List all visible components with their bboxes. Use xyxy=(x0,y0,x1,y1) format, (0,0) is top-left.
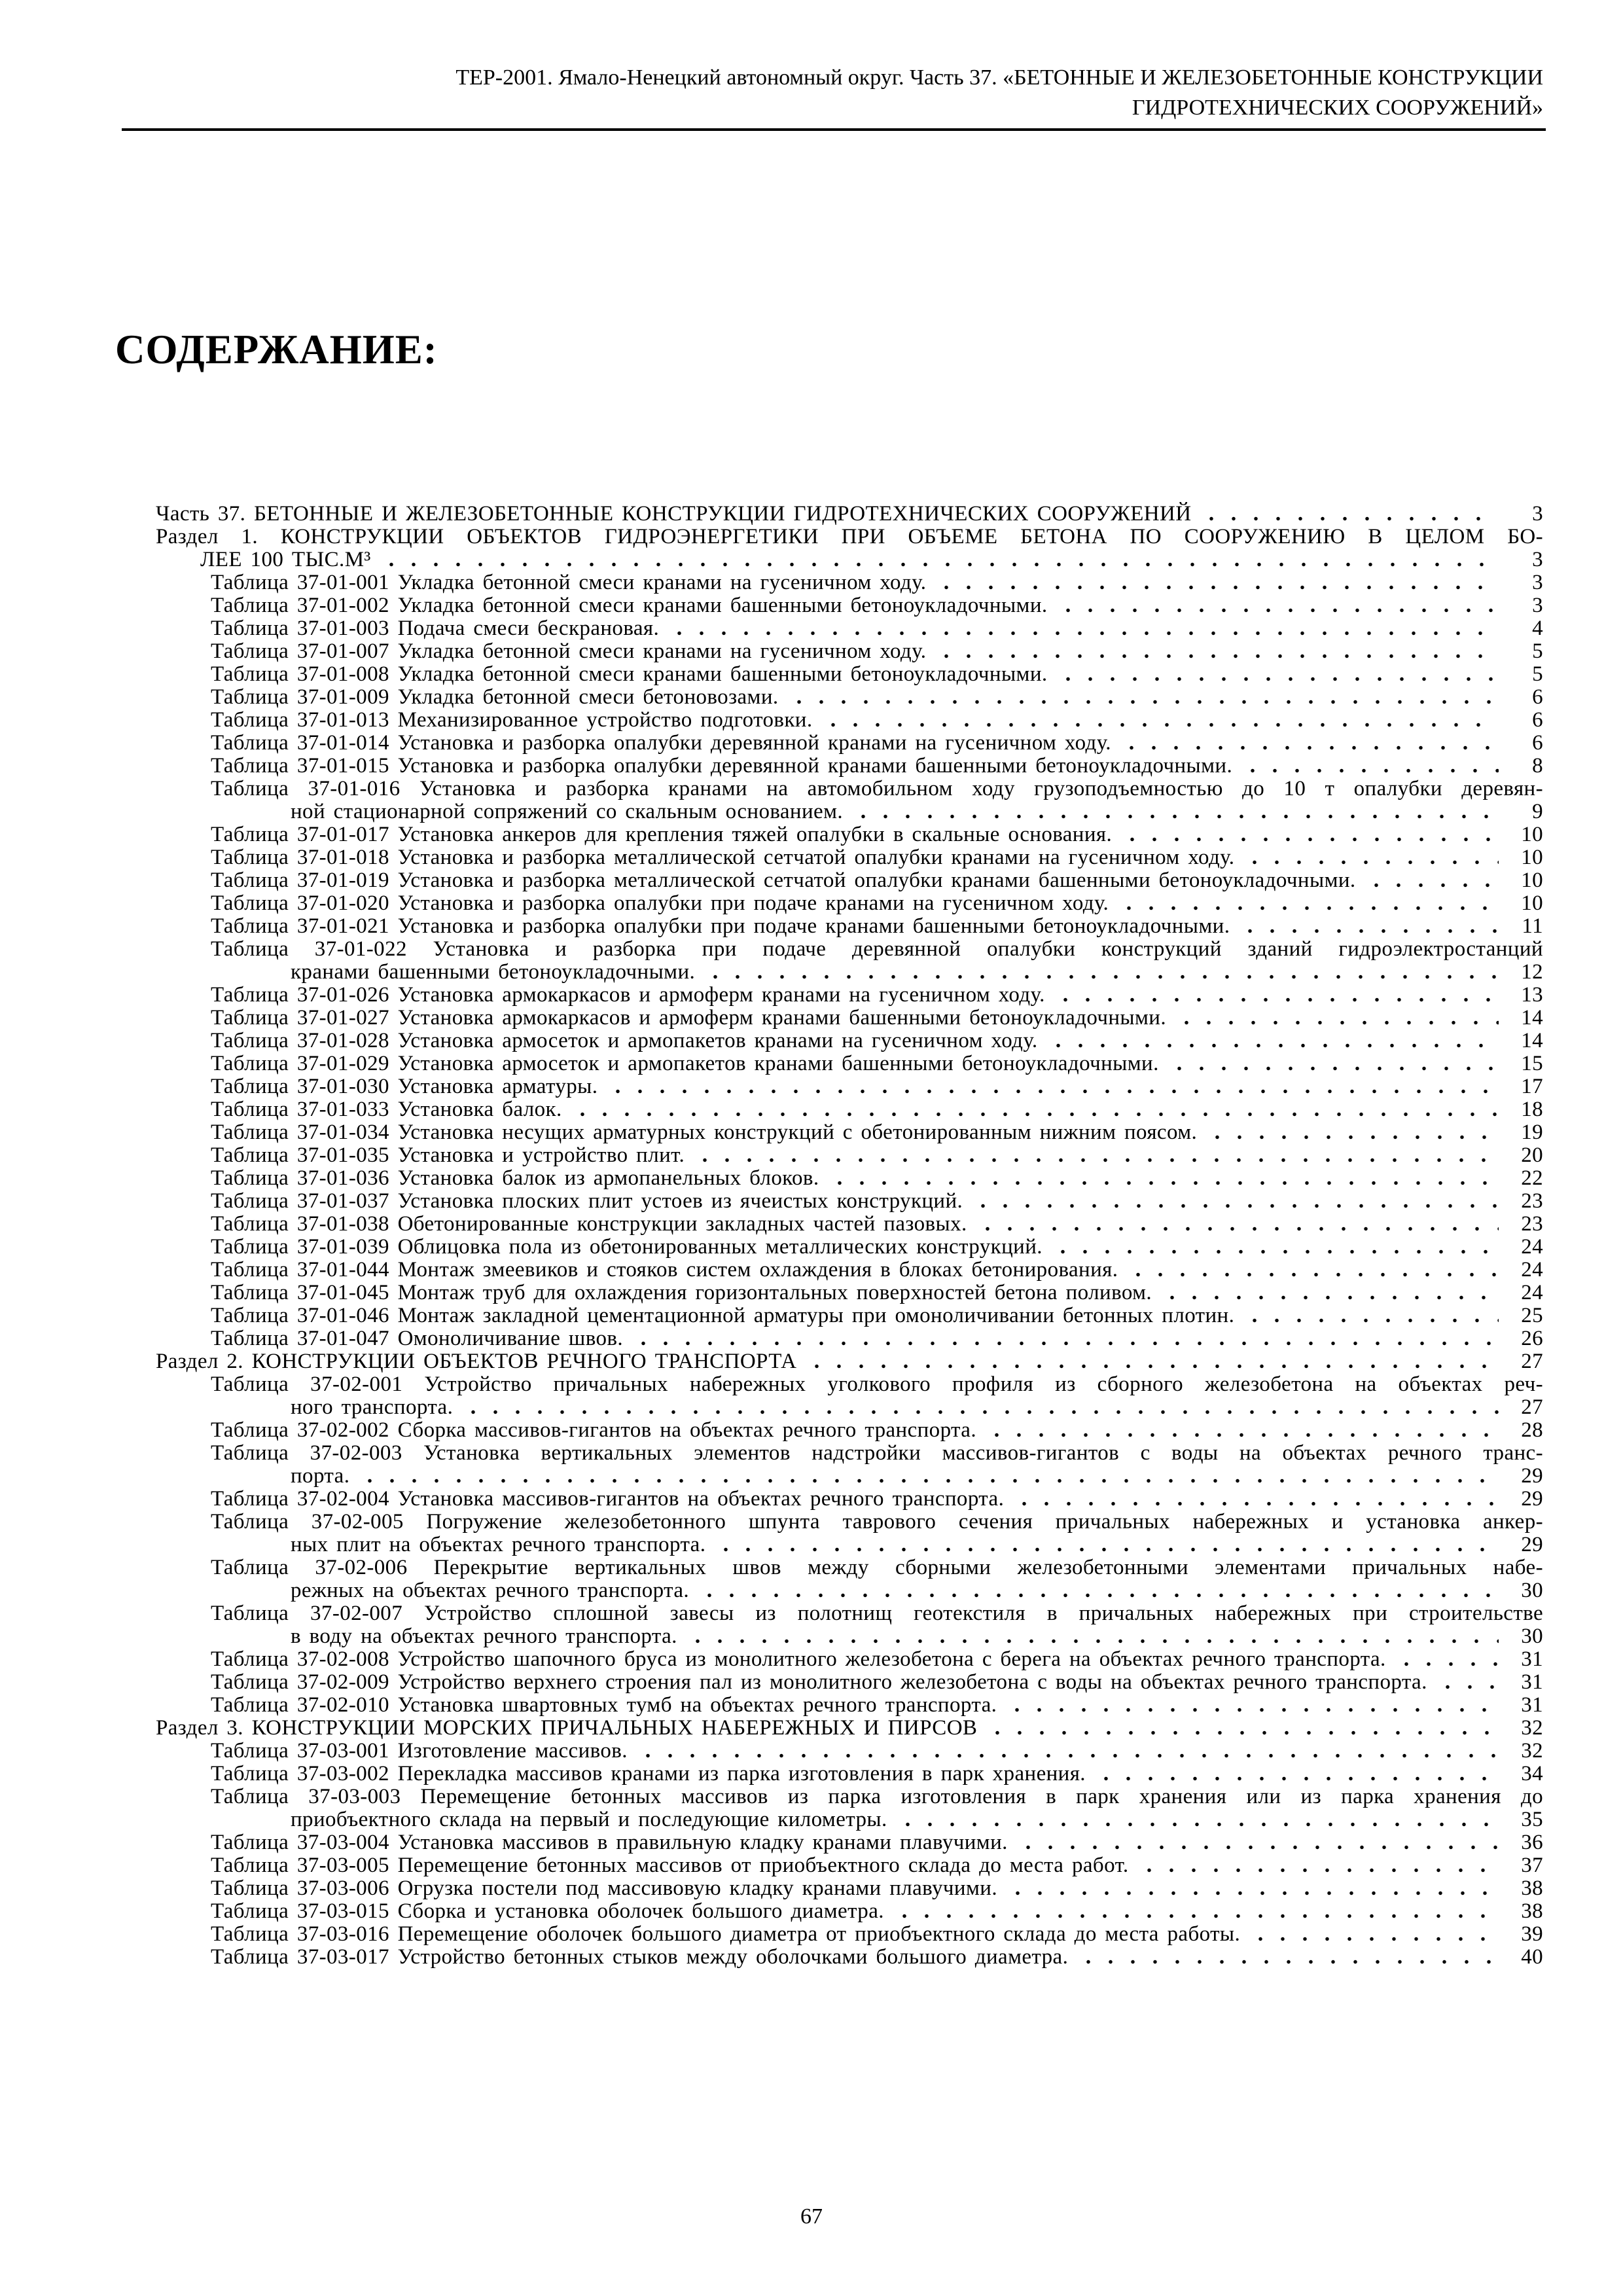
toc-entry-row xyxy=(211,594,1543,617)
toc-entry-text: Таблица 37-01-022 Установка и разборка при подаче деревянной опалубки конструкций зданий гидроэлектростанций xyxy=(211,937,1543,961)
toc-entry xyxy=(156,892,1543,915)
toc-page-number: 10 xyxy=(1521,823,1543,846)
toc-page-number: 11 xyxy=(1522,914,1543,938)
toc-page-number: 23 xyxy=(1521,1189,1543,1213)
toc-page-number: 29 xyxy=(1521,1487,1543,1511)
toc-entry-text: Таблица 37-02-002 Сборка массивов-гигантов на объектах речного транспорта. xyxy=(211,1418,976,1442)
toc-entry xyxy=(156,1946,1543,1969)
toc-entry-row xyxy=(211,1694,1543,1717)
toc-entry-row xyxy=(156,1717,1543,1740)
dot-leader xyxy=(1121,837,1499,842)
toc-entry-row xyxy=(211,1854,1543,1877)
toc-entry xyxy=(156,617,1543,640)
dot-leader xyxy=(1239,929,1499,933)
toc-entry-row xyxy=(211,1121,1543,1144)
toc-page-number: 31 xyxy=(1521,1670,1543,1694)
dot-leader xyxy=(1118,906,1499,910)
toc-entry xyxy=(156,1556,1543,1602)
dot-leader xyxy=(935,585,1499,590)
dot-leader xyxy=(1138,1868,1499,1873)
dot-leader xyxy=(694,1158,1499,1162)
toc-entry xyxy=(156,1488,1543,1511)
toc-entry xyxy=(156,640,1543,663)
toc-page-number: 14 xyxy=(1521,1029,1543,1052)
toc-entry-row xyxy=(211,1007,1543,1030)
dot-leader xyxy=(1054,997,1499,1002)
toc-entry-text: Раздел 2. КОНСТРУКЦИИ ОБЪЕКТОВ РЕЧНОГО ТРАНСПОРТА xyxy=(156,1350,797,1373)
toc-entry-row xyxy=(211,1259,1543,1282)
dot-leader xyxy=(698,1593,1499,1598)
toc-entry-text: Таблица 37-01-033 Установка балок. xyxy=(211,1098,562,1121)
toc-entry xyxy=(156,571,1543,594)
toc-entry-row xyxy=(211,732,1543,755)
toc-entry-row xyxy=(211,1167,1543,1190)
toc-entry xyxy=(156,663,1543,686)
toc-page-number: 40 xyxy=(1521,1945,1543,1969)
toc-entry xyxy=(156,1923,1543,1946)
toc-entry xyxy=(156,1648,1543,1671)
toc-page-number: 18 xyxy=(1521,1098,1543,1121)
toc-entry-row xyxy=(211,1282,1543,1304)
header-rule xyxy=(122,128,1546,131)
toc-entry-row xyxy=(156,503,1543,526)
toc-entry xyxy=(156,1763,1543,1785)
toc-page-number: 3 xyxy=(1532,502,1543,526)
toc-entry xyxy=(156,1052,1543,1075)
toc-entry xyxy=(156,1854,1543,1877)
toc-page-number: 3 xyxy=(1532,571,1543,594)
dot-leader xyxy=(1057,608,1499,613)
toc-entry xyxy=(156,1213,1543,1236)
dot-leader xyxy=(668,631,1499,636)
toc-entry xyxy=(156,1190,1543,1213)
toc-entry-row xyxy=(211,663,1543,686)
toc-page-number: 3 xyxy=(1532,594,1543,617)
toc-entry-text: Таблица 37-01-037 Установка плоских плит устоев из ячеистых конструкций. xyxy=(211,1189,963,1213)
toc-page-number: 6 xyxy=(1532,731,1543,755)
toc-page-number: 13 xyxy=(1521,983,1543,1007)
toc-entry xyxy=(156,1144,1543,1167)
toc-entry-row xyxy=(211,984,1543,1007)
toc-entry xyxy=(156,755,1543,778)
dot-leader xyxy=(986,1731,1499,1735)
toc-entry xyxy=(156,938,1543,984)
toc-entry-row xyxy=(211,1625,1543,1648)
toc-entry-text: Таблица 37-01-003 Подача смеси бескрановая. xyxy=(211,617,660,640)
toc-entry-text: Таблица 37-01-039 Облицовка пола из обетонированных металлических конструкций. xyxy=(211,1235,1043,1259)
toc-page-number: 5 xyxy=(1532,662,1543,686)
toc-entry-text: Таблица 37-01-009 Укладка бетонной смеси бетоновозами. xyxy=(211,685,779,709)
dot-leader xyxy=(1175,1020,1499,1025)
dot-leader xyxy=(1365,883,1499,888)
toc-page-number: 24 xyxy=(1521,1281,1543,1304)
toc-page-number: 35 xyxy=(1521,1808,1543,1831)
dot-leader xyxy=(1017,1845,1499,1850)
toc-entry xyxy=(156,594,1543,617)
toc-entry xyxy=(156,526,1543,571)
toc-page-number: 32 xyxy=(1521,1716,1543,1740)
toc-entry xyxy=(156,686,1543,709)
toc-entry-text: Часть 37. БЕТОННЫЕ И ЖЕЛЕЗОБЕТОННЫЕ КОНСТРУКЦИИ ГИДРОТЕХНИЧЕСКИХ СООРУЖЕНИЙ xyxy=(156,502,1192,526)
toc-entry-row xyxy=(211,1213,1543,1236)
toc-entry-text: Таблица 37-01-029 Установка армосеток и армопакетов кранами башенными бетоноукладочными. xyxy=(211,1052,1159,1075)
dot-leader xyxy=(1243,1318,1499,1323)
toc-entry-row xyxy=(211,1236,1543,1259)
dot-leader xyxy=(852,814,1499,819)
toc-page-number: 5 xyxy=(1532,639,1543,663)
toc-entry xyxy=(156,915,1543,938)
toc-entry-continuation: ной стационарной сопряжений со скальным основанием. xyxy=(291,800,844,823)
toc-entry xyxy=(156,1259,1543,1282)
toc-page-number: 15 xyxy=(1521,1052,1543,1075)
toc-entry-row xyxy=(211,755,1543,778)
toc-entry-row xyxy=(211,1144,1543,1167)
toc-entry xyxy=(156,1785,1543,1831)
dot-leader xyxy=(986,1433,1499,1437)
toc-entry-row xyxy=(211,1740,1543,1763)
toc-page-number: 37 xyxy=(1521,1854,1543,1877)
dot-leader xyxy=(687,1639,1499,1643)
toc-entry-text: Таблица 37-01-028 Установка армосеток и армопакетов кранами на гусеничном ходу. xyxy=(211,1029,1038,1052)
dot-leader xyxy=(715,1547,1499,1552)
toc-entry-row xyxy=(211,1534,1543,1556)
toc-entry xyxy=(156,1419,1543,1442)
toc-entry-text: Таблица 37-03-016 Перемещение оболочек большого диаметра от приобъектного склада до места работы. xyxy=(211,1922,1241,1946)
header-line-1: ТЕР-2001. Ямало-Ненецкий автономный округ. Часть 37. «БЕТОННЫЕ И ЖЕЛЕЗОБЕТОННЫЕ КОНСТРУКЦИИ xyxy=(455,65,1543,90)
toc-entry-text: Таблица 37-01-002 Укладка бетонной смеси кранами башенными бетоноукладочными. xyxy=(211,594,1048,617)
toc-entry-text: Таблица 37-01-038 Обетонированные конструкции закладных частей пазовых. xyxy=(211,1212,967,1236)
toc-entry-row xyxy=(211,1304,1543,1327)
toc-page-number: 19 xyxy=(1521,1121,1543,1144)
toc-entry xyxy=(156,846,1543,869)
toc-page-number: 8 xyxy=(1532,754,1543,778)
toc-entry-continuation: в воду на объектах речного транспорта. xyxy=(291,1624,677,1648)
toc-entry-row xyxy=(211,1190,1543,1213)
toc-page-number: 9 xyxy=(1532,800,1543,823)
toc-page-number: 4 xyxy=(1532,617,1543,640)
dot-leader xyxy=(1249,1937,1499,1941)
dot-leader xyxy=(1168,1066,1499,1071)
toc-entry-row xyxy=(211,1488,1543,1511)
toc-page-number: 22 xyxy=(1521,1166,1543,1190)
toc-entry xyxy=(156,1007,1543,1030)
toc-entry xyxy=(156,984,1543,1007)
toc-entry-row xyxy=(211,823,1543,846)
dot-leader xyxy=(1161,1295,1499,1300)
toc-entry-text: Таблица 37-01-021 Установка и разборка опалубки при подаче кранами башенными бетоноукладочными. xyxy=(211,914,1230,938)
toc-page-number: 31 xyxy=(1521,1693,1543,1717)
toc-entry xyxy=(156,1075,1543,1098)
dot-leader xyxy=(1013,1501,1499,1506)
dot-leader xyxy=(1200,516,1499,521)
toc-entry-row xyxy=(156,548,1543,571)
toc-entry-continuation: порта. xyxy=(291,1464,350,1488)
toc-entry-row xyxy=(211,1465,1543,1488)
toc-entry xyxy=(156,1167,1543,1190)
dot-leader xyxy=(637,1753,1499,1758)
dot-leader xyxy=(897,1822,1499,1827)
toc-entry-text: Таблица 37-02-009 Устройство верхнего строения пал из монолитного железобетона с воды на объектах речного транспорта. xyxy=(211,1670,1427,1694)
toc-entry-text: Таблица 37-01-044 Монтаж змеевиков и стояков систем охлаждения в блоках бетонирования. xyxy=(211,1258,1118,1282)
toc-entry-text: Таблица 37-03-017 Устройство бетонных стыков между оболочками большого диаметра. xyxy=(211,1945,1069,1969)
toc-entry xyxy=(156,1717,1543,1740)
dot-leader xyxy=(806,1364,1499,1369)
toc-entry-row xyxy=(211,1648,1543,1671)
toc-entry-row xyxy=(211,686,1543,709)
toc-entry-row xyxy=(211,1763,1543,1785)
toc-entry-row xyxy=(211,1671,1543,1694)
toc-page-number: 23 xyxy=(1521,1212,1543,1236)
toc-entry-text: Таблица 37-01-036 Установка балок из армопанельных блоков. xyxy=(211,1166,819,1190)
page-header xyxy=(124,63,1543,123)
toc-entry-text: Таблица 37-03-003 Перемещение бетонных массивов из парка изготовления в парк хранения или из парка хранения до xyxy=(211,1785,1543,1808)
dot-leader xyxy=(462,1410,1499,1414)
toc-list xyxy=(156,503,1543,1969)
dot-leader xyxy=(1243,860,1499,865)
toc-page-number: 30 xyxy=(1521,1624,1543,1648)
toc-page-number: 39 xyxy=(1521,1922,1543,1946)
toc-entry-row xyxy=(211,1579,1543,1602)
toc-entry-row xyxy=(211,1052,1543,1075)
toc-entry xyxy=(156,1602,1543,1648)
dot-leader xyxy=(1241,768,1499,773)
toc-entry xyxy=(156,1900,1543,1923)
dot-leader xyxy=(1095,1776,1499,1781)
toc-entry-row xyxy=(156,1350,1543,1373)
toc-entry-text: Таблица 37-01-001 Укладка бетонной смеси кранами на гусеничном ходу. xyxy=(211,571,927,594)
toc-entry-row xyxy=(211,869,1543,892)
dot-leader xyxy=(1120,745,1499,750)
toc-entry-text: Таблица 37-01-016 Установка и разборка кранами на автомобильном ходу грузоподъемностью до 10 т опалубки деревян- xyxy=(211,777,1543,800)
toc-page-number: 10 xyxy=(1521,869,1543,892)
dot-leader xyxy=(359,1479,1499,1483)
dot-leader xyxy=(1007,1891,1499,1895)
toc-page-number: 30 xyxy=(1521,1579,1543,1602)
toc-page-number: 28 xyxy=(1521,1418,1543,1442)
toc-entry-text: Таблица 37-01-019 Установка и разборка металлической сетчатой опалубки кранами башенными бетоноукладочными. xyxy=(211,869,1356,892)
toc-page-number: 14 xyxy=(1521,1006,1543,1030)
toc-entry-text: Раздел 3. КОНСТРУКЦИИ МОРСКИХ ПРИЧАЛЬНЫХ НАБЕРЕЖНЫХ И ПИРСОВ xyxy=(156,1716,978,1740)
toc-entry-text: Таблица 37-03-015 Сборка и установка оболочек большого диаметра. xyxy=(211,1899,884,1923)
toc-page-number: 12 xyxy=(1521,960,1543,984)
toc-entry-row xyxy=(211,1923,1543,1946)
dot-leader xyxy=(704,975,1499,979)
toc-entry-continuation: кранами башенными бетоноукладочными. xyxy=(291,960,696,984)
toc-page-number: 27 xyxy=(1521,1350,1543,1373)
toc-entry xyxy=(156,1282,1543,1304)
dot-leader xyxy=(893,1914,1499,1918)
toc-entry-text: Раздел 1. КОНСТРУКЦИИ ОБЪЕКТОВ ГИДРОЭНЕРГЕТИКИ ПРИ ОБЪЕМЕ БЕТОНА ПО СООРУЖЕНИЮ В ЦЕЛОМ БО- xyxy=(156,525,1543,548)
toc-entry xyxy=(156,823,1543,846)
toc-page-number: 10 xyxy=(1521,846,1543,869)
toc-entry-continuation: ного транспорта. xyxy=(291,1395,454,1419)
toc-entry-text: Таблица 37-02-004 Установка массивов-гигантов на объектах речного транспорта. xyxy=(211,1487,1005,1511)
toc-entry-row xyxy=(211,709,1543,732)
toc-page-number: 10 xyxy=(1521,891,1543,915)
dot-leader xyxy=(935,654,1499,658)
toc-entry-text: Таблица 37-01-027 Установка армокаркасов и армоферм кранами башенными бетоноукладочными. xyxy=(211,1006,1166,1030)
toc-entry-row xyxy=(211,1831,1543,1854)
dot-leader xyxy=(1395,1662,1499,1666)
toc-entry-text: Таблица 37-01-018 Установка и разборка металлической сетчатой опалубки кранами на гусеничном ходу. xyxy=(211,846,1235,869)
toc-entry-text: Таблица 37-01-015 Установка и разборка опалубки деревянной кранами башенными бетоноукладочными. xyxy=(211,754,1233,778)
toc-page-number: 24 xyxy=(1521,1235,1543,1259)
toc-entry xyxy=(156,1350,1543,1373)
toc-entry-text: Таблица 37-01-007 Укладка бетонной смеси кранами на гусеничном ходу. xyxy=(211,639,927,663)
toc-entry-text: Таблица 37-02-008 Устройство шапочного бруса из монолитного железобетона с берега на объектах речного транспорта. xyxy=(211,1647,1386,1671)
toc-entry-text: Таблица 37-01-026 Установка армокаркасов и армоферм кранами на гусеничном ходу. xyxy=(211,983,1045,1007)
toc-entry-text: Таблица 37-02-006 Перекрытие вертикальных швов между сборными железобетонными элементами причальных набе- xyxy=(211,1556,1543,1579)
toc-entry-text: Таблица 37-02-003 Установка вертикальных элементов надстройки массивов-гигантов с воды на объектах речного транс- xyxy=(211,1441,1543,1465)
toc-page-number: 29 xyxy=(1521,1533,1543,1556)
toc-entry-row xyxy=(211,961,1543,984)
toc-entry xyxy=(156,1304,1543,1327)
toc-entry-text: Таблица 37-03-002 Перекладка массивов кранами из парка изготовления в парк хранения. xyxy=(211,1762,1086,1785)
toc-entry-row xyxy=(211,846,1543,869)
toc-entry xyxy=(156,1236,1543,1259)
toc-page-number: 31 xyxy=(1521,1647,1543,1671)
toc-page-number: 24 xyxy=(1521,1258,1543,1282)
toc-page-number: 36 xyxy=(1521,1831,1543,1854)
toc-page-number: 32 xyxy=(1521,1739,1543,1763)
toc-entry-text: Таблица 37-03-004 Установка массивов в правильную кладку кранами плавучими. xyxy=(211,1831,1008,1854)
header-line-2: ГИДРОТЕХНИЧЕСКИХ СООРУЖЕНИЙ» xyxy=(1132,96,1543,120)
toc-entry-text: Таблица 37-02-007 Устройство сплошной завесы из полотнищ геотекстиля в причальных набережных при строительстве xyxy=(211,1602,1543,1625)
toc-entry-row xyxy=(211,617,1543,640)
toc-page-number: 38 xyxy=(1521,1899,1543,1923)
toc-entry xyxy=(156,503,1543,526)
toc-entry xyxy=(156,1831,1543,1854)
toc-entry-text: Таблица 37-02-005 Погружение железобетонного шпунта таврового сечения причальных набережных и установка анкер- xyxy=(211,1510,1543,1534)
toc-page-number: 20 xyxy=(1521,1143,1543,1167)
toc-entry xyxy=(156,1121,1543,1144)
toc-entry xyxy=(156,1511,1543,1556)
toc-entry-text: Таблица 37-02-010 Установка швартовных тумб на объектах речного транспорта. xyxy=(211,1693,997,1717)
toc-entry-continuation: ных плит на объектах речного транспорта. xyxy=(291,1533,706,1556)
toc-entry-text: Таблица 37-01-030 Установка арматуры. xyxy=(211,1075,598,1098)
toc-entry xyxy=(156,778,1543,823)
toc-page-number: 3 xyxy=(1532,548,1543,571)
toc-page-number: 27 xyxy=(1521,1395,1543,1419)
toc-entry-row xyxy=(211,1877,1543,1900)
toc-entry xyxy=(156,1030,1543,1052)
dot-leader xyxy=(1057,677,1499,681)
toc-entry-continuation: ЛЕЕ 100 ТЫС.М³ xyxy=(200,548,371,571)
toc-entry-row xyxy=(211,1327,1543,1350)
toc-entry xyxy=(156,1671,1543,1694)
toc-page-number: 17 xyxy=(1521,1075,1543,1098)
toc-entry-text: Таблица 37-03-006 Огрузка постели под массивовую кладку кранами плавучими. xyxy=(211,1876,997,1900)
toc-entry-row xyxy=(211,915,1543,938)
toc-entry xyxy=(156,1327,1543,1350)
dot-leader xyxy=(829,1181,1499,1185)
dot-leader xyxy=(1052,1249,1499,1254)
toc-entry-row xyxy=(211,1075,1543,1098)
toc-entry-text: Таблица 37-01-014 Установка и разборка опалубки деревянной кранами на гусеничном ходу. xyxy=(211,731,1111,755)
toc-entry-row xyxy=(211,1030,1543,1052)
toc-entry-text: Таблица 37-03-001 Изготовление массивов. xyxy=(211,1739,628,1763)
page-number: 67 xyxy=(800,2204,823,2229)
toc-entry xyxy=(156,1877,1543,1900)
dot-leader xyxy=(380,562,1499,567)
dot-leader xyxy=(1206,1135,1499,1139)
toc-entry xyxy=(156,1694,1543,1717)
dot-leader xyxy=(972,1204,1499,1208)
dot-leader xyxy=(1436,1685,1499,1689)
toc-entry-row xyxy=(211,1900,1543,1923)
dot-leader xyxy=(822,723,1499,727)
toc-entry-continuation: режных на объектах речного транспорта. xyxy=(291,1579,690,1602)
dot-leader xyxy=(1006,1708,1499,1712)
toc-page-number: 6 xyxy=(1532,685,1543,709)
dot-leader xyxy=(607,1089,1499,1094)
toc-page-number: 29 xyxy=(1521,1464,1543,1488)
toc-page-number: 26 xyxy=(1521,1327,1543,1350)
toc-entry xyxy=(156,1442,1543,1488)
toc-entry xyxy=(156,1098,1543,1121)
toc-entry-text: Таблица 37-01-034 Установка несущих арматурных конструкций с обетонированным нижним поясом. xyxy=(211,1121,1198,1144)
toc-page-number: 25 xyxy=(1521,1304,1543,1327)
toc-entry-text: Таблица 37-01-035 Установка и устройство плит. xyxy=(211,1143,685,1167)
toc-entry-text: Таблица 37-01-046 Монтаж закладной цементационной арматуры при омоноличивании бетонных плотин. xyxy=(211,1304,1235,1327)
dot-leader xyxy=(976,1227,1499,1231)
dot-leader xyxy=(788,700,1499,704)
toc-entry xyxy=(156,709,1543,732)
toc-entry-continuation: приобъектного склада на первый и последующие километры. xyxy=(291,1808,887,1831)
toc-entry-row xyxy=(211,640,1543,663)
toc-entry xyxy=(156,1373,1543,1419)
toc-entry xyxy=(156,732,1543,755)
toc-entry-text: Таблица 37-01-008 Укладка бетонной смеси кранами башенными бетоноукладочными. xyxy=(211,662,1048,686)
toc-entry-text: Таблица 37-01-017 Установка анкеров для крепления тяжей опалубки в скальные основания. xyxy=(211,823,1113,846)
toc-entry-row xyxy=(211,571,1543,594)
toc-title: СОДЕРЖАНИЕ: xyxy=(115,327,438,372)
toc-entry-text: Таблица 37-01-047 Омоноличивание швов. xyxy=(211,1327,623,1350)
dot-leader xyxy=(571,1112,1499,1117)
toc-entry-row xyxy=(211,800,1543,823)
dot-leader xyxy=(1127,1272,1499,1277)
dot-leader xyxy=(632,1341,1499,1346)
dot-leader xyxy=(1047,1043,1499,1048)
toc-entry-text: Таблица 37-01-020 Установка и разборка опалубки при подаче кранами на гусеничном ходу. xyxy=(211,891,1109,915)
toc-entry-row xyxy=(211,1419,1543,1442)
dot-leader xyxy=(1077,1960,1499,1964)
toc-page-number: 6 xyxy=(1532,708,1543,732)
toc-entry xyxy=(156,869,1543,892)
toc-entry-row xyxy=(211,1808,1543,1831)
toc-entry-row xyxy=(211,1946,1543,1969)
toc-entry-text: Таблица 37-02-001 Устройство причальных набережных уголкового профиля из сборного железобетона на объектах реч- xyxy=(211,1372,1543,1396)
toc-entry-text: Таблица 37-01-045 Монтаж труб для охлаждения горизонтальных поверхностей бетона поливом. xyxy=(211,1281,1152,1304)
toc-entry-text: Таблица 37-03-005 Перемещение бетонных массивов от приобъектного склада до места работ. xyxy=(211,1854,1129,1877)
toc-entry-text: Таблица 37-01-013 Механизированное устройство подготовки. xyxy=(211,708,813,732)
toc-page-number: 34 xyxy=(1521,1762,1543,1785)
toc-entry-row xyxy=(211,892,1543,915)
toc-entry xyxy=(156,1740,1543,1763)
toc-page-number: 38 xyxy=(1521,1876,1543,1900)
toc-entry-row xyxy=(211,1396,1543,1419)
toc-entry-row xyxy=(211,1098,1543,1121)
